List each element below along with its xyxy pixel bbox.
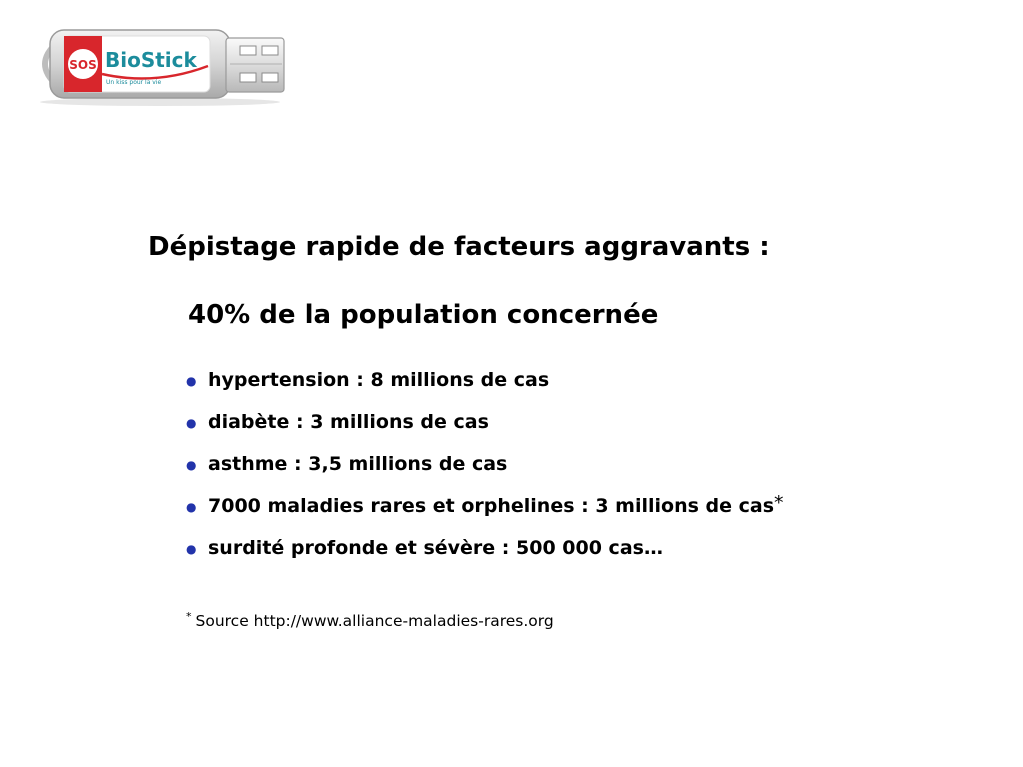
bullet-dot-icon: ● <box>186 416 197 430</box>
bullet-text: diabète : 3 millions de cas <box>208 411 489 433</box>
bullet-dot-icon: ● <box>186 374 197 388</box>
bullet-item-asthme <box>186 450 784 492</box>
logo-brand-text: BioStick <box>105 48 197 72</box>
biostick-logo <box>30 24 290 108</box>
usb-stick-icon <box>30 24 290 108</box>
bullet-text: asthme : 3,5 millions de cas <box>208 453 508 475</box>
bullet-dot-icon: ● <box>186 500 197 514</box>
bullet-item-surdite <box>186 534 784 576</box>
slide-title: Dépistage rapide de facteurs aggravants : <box>148 232 770 262</box>
logo-tagline-text: Un kiss pour la vie <box>106 79 162 86</box>
bullet-text: 7000 maladies rares et orphelines : 3 millions de cas <box>208 495 775 517</box>
bullet-list <box>186 366 784 576</box>
footnote-source-text: Source http://www.alliance-maladies-rares.org <box>195 612 554 631</box>
bullet-text: hypertension : 8 millions de cas <box>208 369 550 391</box>
bullet-item-diabete <box>186 408 784 450</box>
bullet-item-maladies-rares <box>186 492 784 534</box>
footnote-marker: * <box>774 492 784 514</box>
bullet-item-hypertension <box>186 366 784 408</box>
footnote <box>186 610 554 630</box>
footnote-asterisk: * <box>186 610 192 623</box>
logo-sos-text: SOS <box>69 58 97 72</box>
bullet-dot-icon: ● <box>186 542 197 556</box>
bullet-dot-icon: ● <box>186 458 197 472</box>
bullet-text: surdité profonde et sévère : 500 000 cas… <box>208 537 663 559</box>
slide-subtitle: 40% de la population concernée <box>188 300 659 330</box>
